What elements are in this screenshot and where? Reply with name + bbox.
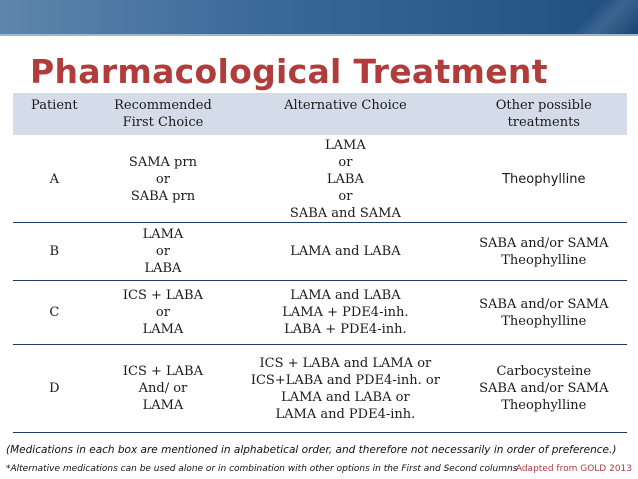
cell-line: SABA prn	[130, 189, 196, 204]
cell-line: or	[338, 189, 353, 204]
cell-line: LAMA	[142, 227, 184, 242]
cell-line: LAMA	[142, 322, 184, 337]
cell-line: SAMA prn	[128, 155, 197, 170]
cell-alternative	[230, 345, 460, 433]
table-row-b	[13, 223, 627, 281]
cell-line: Carbocysteine	[496, 364, 592, 379]
table-header-row	[13, 93, 627, 136]
header-alternative: Alternative Choice	[230, 93, 460, 136]
cell-line: LAMA and LABA	[290, 244, 401, 259]
cell-patient: C	[49, 305, 60, 320]
cell-line: ICS + LABA	[122, 364, 203, 379]
cell-line: LAMA and LABA or	[281, 389, 410, 405]
cell-alternative	[230, 136, 460, 223]
header-first-line1: Recommended	[114, 98, 212, 113]
footnote-alternative: *Alternative medications can be used alone or in combination with other options in the First and Second columns	[6, 464, 518, 474]
cell-other	[461, 345, 627, 433]
cell-line: Theophylline	[501, 252, 587, 268]
cell-line: SABA and/or SAMA	[479, 296, 609, 312]
cell-line: Theophylline	[502, 172, 586, 187]
cell-line: LAMA and PDE4-inh.	[275, 406, 416, 422]
header-bar	[0, 0, 638, 36]
cell-line: or	[155, 172, 170, 187]
header-rule	[0, 34, 638, 36]
cell-patient: D	[49, 381, 60, 396]
cell-first-choice	[96, 345, 231, 433]
footnote-alphabetical: (Medications in each box are mentioned in alphabetical order, and therefore not necessarily in order of preference.)	[6, 444, 617, 456]
table-row-c	[13, 281, 627, 345]
cell-alternative	[230, 223, 460, 281]
cell-line: LAMA	[325, 138, 366, 153]
cell-line: or	[155, 305, 170, 320]
slide-title: Pharmacological Treatment	[30, 52, 548, 91]
source-citation: Adapted from GOLD 2013	[515, 464, 632, 474]
header-other: Other possible treatments	[461, 93, 627, 136]
cell-alternative	[230, 281, 460, 345]
cell-line: ICS + LABA	[122, 288, 203, 303]
cell-patient: A	[49, 172, 60, 187]
cell-line: LABA + PDE4-inh.	[284, 322, 407, 337]
header-gradient	[0, 0, 638, 34]
cell-line: SABA and/or SAMA	[479, 381, 609, 396]
cell-line: LAMA	[142, 398, 184, 413]
header-first-choice	[96, 93, 231, 136]
table-row-a	[13, 136, 627, 223]
cell-line: And/ or	[138, 381, 188, 396]
cell-patient: B	[49, 244, 60, 259]
header-first-line2: First Choice	[122, 115, 204, 130]
cell-line: LABA	[144, 261, 182, 276]
cell-line: LAMA + PDE4-inh.	[282, 305, 409, 320]
header-corner-accent	[560, 0, 638, 34]
cell-line: SABA and/or SAMA	[479, 235, 609, 251]
header-patient: Patient	[13, 93, 96, 136]
cell-line: ICS+LABA and PDE4-inh. or	[250, 372, 440, 388]
table-row-d	[13, 345, 627, 433]
cell-other	[461, 223, 627, 281]
treatment-table	[13, 93, 627, 433]
cell-line: or	[338, 155, 353, 170]
cell-first-choice	[96, 223, 231, 281]
cell-line: LAMA and LABA	[290, 288, 401, 303]
cell-first-choice	[96, 281, 231, 345]
cell-line: Theophylline	[501, 398, 587, 413]
cell-other	[461, 281, 627, 345]
cell-line: ICS + LABA and LAMA or	[259, 355, 432, 371]
cell-first-choice	[96, 136, 231, 223]
cell-line: SABA and SAMA	[289, 206, 401, 221]
cell-line: LABA	[326, 172, 364, 187]
cell-other	[461, 136, 627, 223]
cell-line: or	[155, 244, 170, 259]
cell-line: Theophylline	[501, 313, 587, 329]
